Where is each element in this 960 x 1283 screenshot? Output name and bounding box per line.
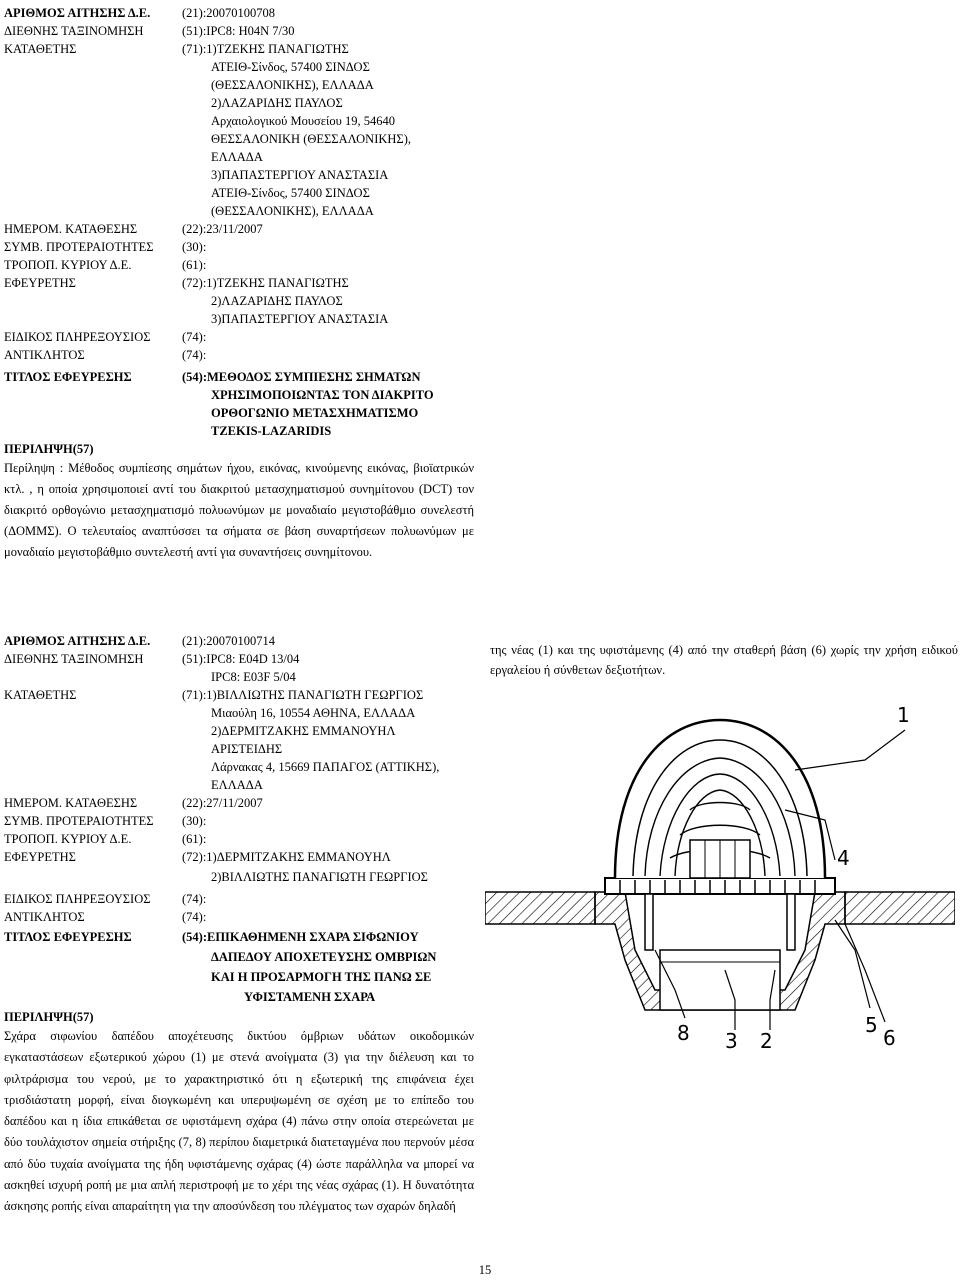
abstract-heading: ΠΕΡΙΛΗΨΗ(57) <box>4 442 94 456</box>
figure-label: 1 <box>897 703 910 727</box>
applicant-label: ΚΑΤΑΘΕΤΗΣ <box>4 688 77 702</box>
figure-label: 4 <box>837 846 850 870</box>
title-line: ΔΑΠΕΔΟΥ ΑΠΟΧΕΤΕΥΣΗΣ ΟΜΒΡΙΩΝ <box>211 950 437 964</box>
intl-class-label: ΔΙΕΘΝΗΣ ΤΑΞΙΝΟΜΗΣΗ <box>4 24 144 38</box>
modification-label: ΤΡΟΠΟΠ. ΚΥΡΙΟΥ Δ.Ε. <box>4 258 132 272</box>
figure-label: 2 <box>760 1029 773 1053</box>
inventor-line: 2)ΒΙΛΛΙΩΤΗΣ ΠΑΝΑΓΙΩΤΗ ΓΕΩΡΓΙΟΣ <box>211 870 428 884</box>
title-line: ΚΑΙ Η ΠΡΟΣΑΡΜΟΓΗ ΤΗΣ ΠΑΝΩ ΣΕ <box>211 970 432 984</box>
applicant-line: ΕΛΛΑΔΑ <box>211 150 263 164</box>
app-number: (21):20070100714 <box>182 634 276 648</box>
inventor-line: 2)ΛΑΖΑΡΙΔΗΣ ΠΑΥΛΟΣ <box>211 294 343 308</box>
title-line: TZEKIS-LAZARIDIS <box>211 424 332 438</box>
drain-grate-figure <box>485 700 955 1060</box>
figure-label: 6 <box>883 1026 896 1050</box>
title-line: ΧΡΗΣΙΜΟΠΟΙΩΝΤΑΣ ΤΟΝ ΔΙΑΚΡΙΤΟ <box>211 388 434 402</box>
modification-label: ΤΡΟΠΟΠ. ΚΥΡΙΟΥ Δ.Ε. <box>4 832 132 846</box>
agent: (74): <box>182 892 207 906</box>
applicant-label: ΚΑΤΑΘΕΤΗΣ <box>4 42 77 56</box>
abstract-text: Περίληψη : Μέθοδος συμπίεσης σημάτων ήχου, εικόνας, κινούμενης εικόνας, βιοϊατρικών κτλ. , η οποία χρησιμοποιεί αντί του διακριτού μετασχηματισμού συνημίτονου (DCT) τον διακριτό ορθογώνιο μετασχηματισμό πολυωνύμων με μοναδιαίο μεγιστοβάθμιο συνελεστή (ΔΟΜΜΣ). Ο τελευταίος αναπτύσσει τα σήματα σε βάση συναρτήσεων πολυωνύμων με μοναδιαίο μεγιστοβάθμιο συντελεστή αντί για συναντήσεις συνημίτονου. <box>4 461 474 559</box>
inventor-label: ΕΦΕΥΡΕΤΗΣ <box>4 850 76 864</box>
modification: (61): <box>182 258 207 272</box>
inventor-line: 3)ΠΑΠΑΣΤΕΡΓΙΟΥ ΑΝΑΣΤΑΣΙΑ <box>211 312 389 326</box>
agent-label: ΕΙΔΙΚΟΣ ΠΛΗΡΕΞΟΥΣΙΟΣ <box>4 330 151 344</box>
drain-grate-drawing <box>485 700 955 1060</box>
applicant-line: Μιαούλη 16, 10554 ΑΘΗΝΑ, ΕΛΛΑΔΑ <box>211 706 416 720</box>
app-number-label: ΑΡΙΘΜΟΣ ΑΙΤΗΣΗΣ Δ.Ε. <box>4 634 151 648</box>
filing-date-label: ΗΜΕΡΟΜ. ΚΑΤΑΘΕΣΗΣ <box>4 796 138 810</box>
rep-label: ΑΝΤΙΚΛΗΤΟΣ <box>4 348 85 362</box>
agent: (74): <box>182 330 207 344</box>
figure-label: 3 <box>725 1029 738 1053</box>
applicant-line: ΘΕΣΣΑΛΟΝΙΚΗ (ΘΕΣΣΑΛΟΝΙΚΗΣ), <box>211 132 411 146</box>
inventor-line: (72):1)ΔΕΡΜΙΤΖΑΚΗΣ ΕΜΜΑΝΟΥΗΛ <box>182 850 391 864</box>
inventor-label: ΕΦΕΥΡΕΤΗΣ <box>4 276 76 290</box>
filing-date: (22):27/11/2007 <box>182 796 263 810</box>
abstract-continuation: της νέας (1) και της υφιστάμενης (4) από την σταθερή βάση (6) χωρίς την χρήση ειδικού εργαλείου ή σύνθετων δεξιοτήτων. <box>490 643 958 677</box>
title-line: (54):ΕΠΙΚΑΘΗΜΕΝΗ ΣΧΑΡΑ ΣΙΦΩΝΙΟΥ <box>182 930 419 944</box>
abstract-text: Σχάρα σιφωνίου δαπέδου αποχέτευσης δικτύου όμβριων υδάτων οικοδομικών εγκαταστάσεων εξωτερικού χώρου (1) με στενά ανοίγματα (3) για την διέλευση και το φιλτράρισμα του νερού, με το χαρακτηριστικό ότι η εξωτερική της επιφάνεια έχει τρισδιάστατη μορφή, είναι διογκωμένη και υπερυψωμένη σε σχέση με το επίπεδο του δαπέδου και η ίδια επικάθεται σε υφιστάμενη σχάρα (4) πάνω στην οποία στερεώνεται με δύο τουλάχιστον σημεία στήριξης (7, 8) περίπου διαμετρικά διατεταγμένα που περνούν μέσα από δύο τυχαία ανοίγματα της ήδη υφιστάμενης σχάρας (4) ώστε παράλληλα να μπορεί να ασκηθεί ισχυρή ροπή με μια απλή περιστροφή με το χέρι της νέας σχάρας (1). Η δυνατότητα άσκησης ροπής είναι απαραίτητη για την αποσύνδεση του πλέγματος των σχαρών δηλαδή <box>4 1029 474 1214</box>
intl-class: IPC8: E03F 5/04 <box>211 670 296 684</box>
agent-label: ΕΙΔΙΚΟΣ ΠΛΗΡΕΞΟΥΣΙΟΣ <box>4 892 151 906</box>
applicant-line: 3)ΠΑΠΑΣΤΕΡΓΙΟΥ ΑΝΑΣΤΑΣΙΑ <box>211 168 389 182</box>
inventor-line: (72):1)ΤΖΕΚΗΣ ΠΑΝΑΓΙΩΤΗΣ <box>182 276 349 290</box>
priorities-label: ΣΥΜΒ. ΠΡΟΤΕΡΑΙΟΤΗΤΕΣ <box>4 240 154 254</box>
title-label: ΤΙΤΛΟΣ ΕΦΕΥΡΕΣΗΣ <box>4 930 132 944</box>
applicant-line: Αρχαιολογικού Μουσείου 19, 54640 <box>211 114 395 128</box>
rep-label: ΑΝΤΙΚΛΗΤΟΣ <box>4 910 85 924</box>
filing-date-label: ΗΜΕΡΟΜ. ΚΑΤΑΘΕΣΗΣ <box>4 222 138 236</box>
applicant-line: 2)ΛΑΖΑΡΙΔΗΣ ΠΑΥΛΟΣ <box>211 96 343 110</box>
applicant-line: Λάρνακας 4, 15669 ΠΑΠΑΓΟΣ (ΑΤΤΙΚΗΣ), <box>211 760 440 774</box>
rep: (74): <box>182 348 207 362</box>
applicant-line: ΑΤΕΙΘ-Σίνδος, 57400 ΣΙΝΔΟΣ <box>211 60 370 74</box>
applicant-line: 2)ΔΕΡΜΙΤΖΑΚΗΣ ΕΜΜΑΝΟΥΗΛ <box>211 724 396 738</box>
applicant-line: (71):1)ΤΖΕΚΗΣ ΠΑΝΑΓΙΩΤΗΣ <box>182 42 349 56</box>
applicant-line: (ΘΕΣΣΑΛΟΝΙΚΗΣ), ΕΛΛΑΔΑ <box>211 204 374 218</box>
abstract-heading: ΠΕΡΙΛΗΨΗ(57) <box>4 1010 94 1024</box>
title-line: (54):ΜΕΘΟΔΟΣ ΣΥΜΠΙΕΣΗΣ ΣΗΜΑΤΩΝ <box>182 370 421 384</box>
applicant-line: (ΘΕΣΣΑΛΟΝΙΚΗΣ), ΕΛΛΑΔΑ <box>211 78 374 92</box>
intl-class: (51):IPC8: E04D 13/04 <box>182 652 300 666</box>
title-line: ΟΡΘΟΓΩΝΙΟ ΜΕΤΑΣΧΗΜΑΤΙΣΜΟ <box>211 406 419 420</box>
applicant-line: ΕΛΛΑΔΑ <box>211 778 263 792</box>
priorities-label: ΣΥΜΒ. ΠΡΟΤΕΡΑΙΟΤΗΤΕΣ <box>4 814 154 828</box>
title-label: ΤΙΤΛΟΣ ΕΦΕΥΡΕΣΗΣ <box>4 370 132 384</box>
figure-label: 5 <box>865 1013 878 1037</box>
title-line: ΥΦΙΣΤΑΜΕΝΗ ΣΧΑΡΑ <box>244 990 376 1004</box>
applicant-line: ΑΤΕΙΘ-Σίνδος, 57400 ΣΙΝΔΟΣ <box>211 186 370 200</box>
rep: (74): <box>182 910 207 924</box>
page-number: 15 <box>478 1263 492 1277</box>
modification: (61): <box>182 832 207 846</box>
intl-class: (51):IPC8: H04N 7/30 <box>182 24 295 38</box>
app-number: (21):20070100708 <box>182 6 276 20</box>
figure-label: 8 <box>677 1021 690 1045</box>
priorities: (30): <box>182 240 207 254</box>
intl-class-label: ΔΙΕΘΝΗΣ ΤΑΞΙΝΟΜΗΣΗ <box>4 652 144 666</box>
app-number-label: ΑΡΙΘΜΟΣ ΑΙΤΗΣΗΣ Δ.Ε. <box>4 6 151 20</box>
applicant-line: (71):1)ΒΙΛΛΙΩΤΗΣ ΠΑΝΑΓΙΩΤΗ ΓΕΩΡΓΙΟΣ <box>182 688 424 702</box>
applicant-line: ΑΡΙΣΤΕΙΔΗΣ <box>211 742 283 756</box>
priorities: (30): <box>182 814 207 828</box>
filing-date: (22):23/11/2007 <box>182 222 263 236</box>
